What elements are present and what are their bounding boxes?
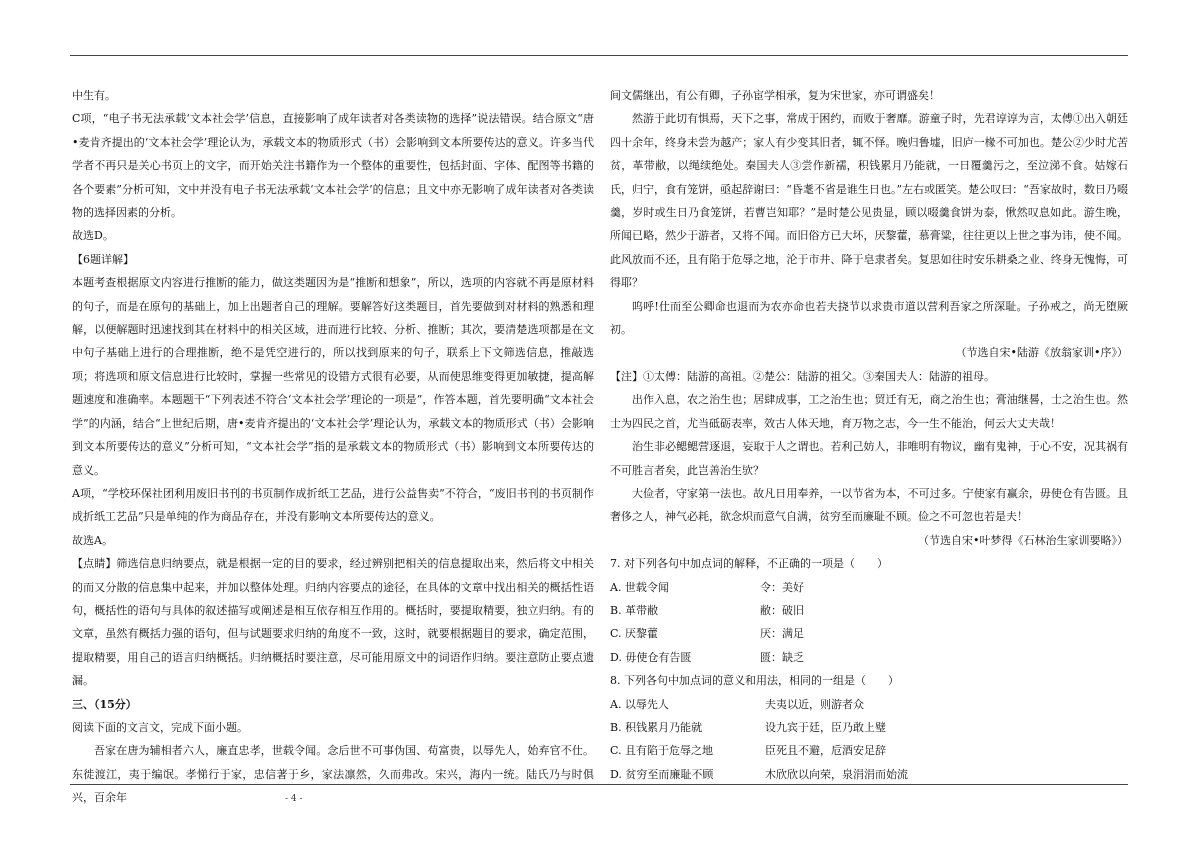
paragraph: 中生有。 — [72, 89, 116, 102]
paragraph: C项，“电子书无法承载‘文本社会学’信息，直接影响了成年读者对各类读物的选择”说法错误。结合原文“唐•麦肯齐提出的‘文本社会学’理论认为，承载文本的物质形式（书）会影响到文本所要传达的意义。许多当代学者不再只是关心书页上的文字，而开始关注书籍作为一个整体的重要性，包括封面、字体、配图等书籍的各个要素”分析可知，文中并没有电子书无法承载‘文本社会学’的信息；且文中亦无影响了成年读者对各类读物的选择因素的分析。 — [72, 112, 594, 220]
top-rule — [70, 55, 1128, 56]
left-column — [72, 84, 594, 810]
classical-text: 然游于此切有惧焉，天下之事，常成于困约，而败于奢靡。游童子时，先君谆谆为言，太傅①出入朝廷四十余年，终身未尝为越产；家人有少变其旧者，辄不怿。晚归鲁墟，旧庐一椽不可加也。楚公②少时尤苦贫，革带敝，以绳续绝处。秦国夫人③尝作新襦，积钱累月乃能就，一日覆羹污之，至泣涕不食。姑嫁石氏，归宁，食有笼饼，亟起辞谢曰：“昏耄不省是谁生日也。”左右或匿笑。楚公叹曰：“吾家故时，数日乃啜羹，岁时或生日乃食笼饼，若曹岂知耶？”是时楚公见贵显，顾以啜羹食饼为泰，愀然叹息如此。游生晚，所闻已略，然少于游者，又将不闻。而旧俗方已大坏，厌黎藿，慕膏粱，往往更以上世之事为讳，使不闻。此风放而不还，且有陷于危辱之地，沦于市井、降于皂隶者矣。复思如往时安乐耕桑之业、终身无愧悔，可得耶？ — [610, 112, 1128, 290]
q8-option: B. 积钱累月乃能就 设九宾于廷，臣乃敢上璧 — [610, 720, 886, 734]
paragraph: 本题考查根据原文内容进行推断的能力，做这类题因为是“推断和想象”，所以，选项的内容就不再是原材料的句子，而是在原句的基础上，加上出题者自己的理解。要解答好这类题目，首先要做到对材料的熟悉和理解，以便解题时迅速找到其在材料中的相关区域，进而进行比较、分析、推断；其次，要清楚选项都是在文中句子基础上进行的合理推断，绝不是凭空进行的，所以找到原来的句子，联系上下文筛选信息，推敲选项；将选项和原文信息进行比较时，掌握一些常见的设错方式很有必要，从而使思维变得更加敏捷，提高解题速度和准确率。本题题干“下列表述不符合‘文本社会学’理论的一项是”，作答本题，首先要明确“文本社会学”的内涵，结合“上世纪后期，唐•麦肯齐提出的‘文本社会学’理论认为，承载文本的物质形式（书）会影响到文本所要传达的意义”分析可知，“文本社会学”指的是承载文本的物质形式（书）影响到文本所要传达的意义。 — [72, 276, 594, 477]
classical-text: 间文儒继出，有公有卿，子孙宦学相承，复为宋世家，亦可谓盛矣！ — [610, 89, 940, 102]
q7-option: D. 毋使仓有告匮 匮：缺乏 — [610, 650, 804, 664]
instruction: 阅读下面的文言文，完成下面小题。 — [72, 720, 248, 734]
classical-text: 出作入息，农之治生也；居肆成事，工之治生也；贸迁有无，商之治生也；膏油继晷，士之治生也。然士为四民之首，尤当砥砺表率，效古人体天地，育万物之志，今一生不能治，何云大丈夫哉！ — [610, 393, 1128, 430]
source-citation: （节选自宋•陆游《放翁家训•序》） — [955, 346, 1128, 360]
source-citation: （节选自宋•叶梦得《石林治生家训要略》） — [918, 533, 1128, 547]
q8-option: D. 贫穷至而廉耻不顾 木欣欣以向荣，泉涓涓而始流 — [610, 767, 908, 781]
paragraph: 故选A。 — [72, 533, 113, 547]
page-number: - 4 - — [285, 794, 303, 804]
paragraph: 故选D。 — [72, 229, 114, 243]
classical-text: 治生非必鳃鳃营逐退，妄取于人之谓也。若利己妨人，非唯明有物议，幽有鬼神，于心不安，况其祸有不可胜言者矣，此岂善治生欤？ — [610, 440, 1128, 477]
q8-option: A. 以辱先人 夫夷以近，则游者众 — [610, 697, 864, 711]
q7-option: C. 厌黎藿 厌：满足 — [610, 627, 804, 641]
question-8: 8. 下列各句中加点词的意义和用法，相同的一组是（ ） — [610, 674, 899, 688]
question-7: 7. 对下列各句中加点词的解释，不正确的一项是（ ） — [610, 557, 888, 571]
paragraph: A项，“学校环保社团利用废旧书刊的书页制作成折纸工艺品，进行公益售卖”不符合，“废旧书刊的书页制作成折纸工艺品”只是单纯的作为商品存在，并没有影响文本所要传达的意义。 — [72, 486, 594, 524]
classical-text-underlined: 呜呼!仕而至公卿命也退而为农亦命也若夫挠节以求贵市道以营利吾家之所深耻。子孙戒之，尚无堕厥初。 — [610, 299, 1128, 337]
q8-option: C. 且有陷于危辱之地 臣死且不避，卮酒安足辞 — [610, 744, 886, 758]
tip-paragraph: 【点睛】筛选信息归纳要点，就是根据一定的目的要求，经过辨别把相关的信息提取出来，然后将文中相关的而又分散的信息集中起来，并加以整体处理。归纳内容要点的途径，在具体的文章中找出相关的概括性语句，概括性的语句与具体的叙述描写或阐述是相互依存相互作用的。概括时，要提取精要，独立归纳。有的文章，虽然有概括力强的语句，但与试题要求归纳的角度不一致，这时，就要根据题目的要求，确定范围，提取精要，用自己的语言归纳概括。归纳概括时要注意，尽可能用原文中的词语作归纳。要注意防止要点遗漏。 — [72, 557, 594, 688]
classical-text: 大俭者，守家第一法也。故凡日用奉养，一以节省为本，不可过多。宁使家有赢余，毋使仓有告匮。且奢侈之人，神气必耗，欲念炽而意气自满，贫穷至而廉耻不顾。俭之不可忽也若是夫！ — [610, 486, 1128, 524]
right-column — [610, 84, 1128, 786]
section-heading: 三、（15分） — [72, 697, 137, 711]
q7-option: B. 革带敝 敝：破旧 — [610, 603, 804, 617]
annotation-note: 【注】①太傅：陆游的高祖。②楚公：陆游的祖父。③秦国夫人：陆游的祖母。 — [610, 369, 995, 383]
bottom-rule — [70, 784, 1128, 785]
classical-text: 吾家在唐为辅相者六人，廉直忠孝，世载令闻。念后世不可事伪国、苟富贵，以辱先人，始弃官不仕。东徙渡江，夷于编氓。孝悌行于家，忠信著于乡，家法凛然，久而弗改。宋兴，海内一统。陆氏乃与时俱兴，百余年 — [72, 744, 594, 805]
heading-q6-analysis: 【6题详解】 — [72, 252, 134, 266]
q7-option: A. 世载令闻 令：美好 — [610, 580, 804, 594]
